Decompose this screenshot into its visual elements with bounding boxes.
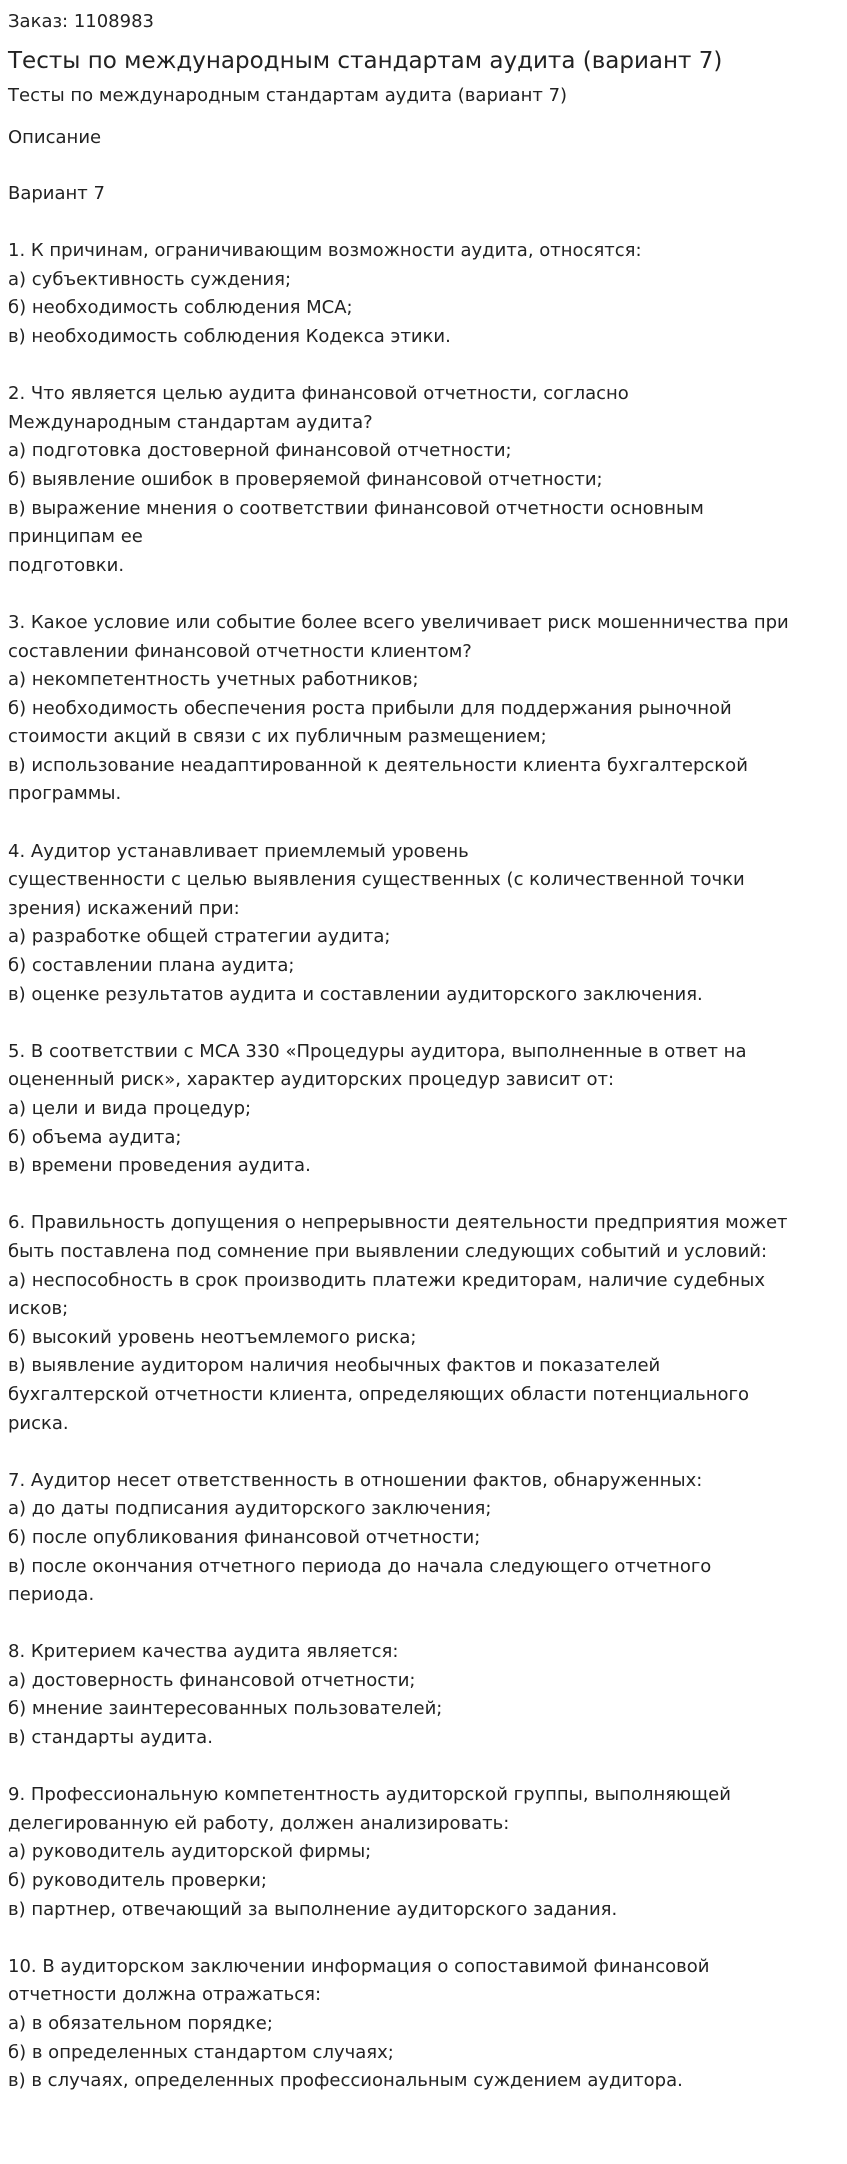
- answer-option: в) в случаях, определенных профессиональным суждением аудитора.: [8, 2070, 683, 2092]
- answer-option: в) выявление аудитором наличия необычных фактов и показателей бухгалтерской отчетности клиента, определяющих области потенциального риска.: [8, 1355, 749, 1434]
- answer-option: б) после опубликования финансовой отчетности;: [8, 1526, 481, 1548]
- questions-list: [8, 237, 839, 2096]
- question-block: [8, 1467, 839, 1610]
- answer-option: а) некомпетентность учетных работников;: [8, 669, 419, 691]
- question-text: 5. В соответствии с МСА 330 «Процедуры аудитора, выполненные в ответ на оцененный риск», характер аудиторских процедур зависит от:: [8, 1040, 747, 1091]
- question-text: 4. Аудитор устанавливает приемлемый уровень существенности с целью выявления существенных (с количественной точки зрения) искажений при:: [8, 840, 745, 919]
- answer-option: в) использование неадаптированной к деятельности клиента бухгалтерской программы.: [8, 754, 748, 805]
- question-text: 1. К причинам, ограничивающим возможности аудита, относятся:: [8, 240, 642, 262]
- answer-option: в) после окончания отчетного периода до начала следующего отчетного периода.: [8, 1555, 712, 1606]
- variant-label: Вариант 7: [8, 183, 105, 204]
- answer-option: б) высокий уровень неотъемлемого риска;: [8, 1326, 417, 1348]
- question-text: 10. В аудиторском заключении информация о сопоставимой финансовой отчетности должна отражаться:: [8, 1955, 710, 2006]
- question-block: [8, 380, 839, 580]
- answer-option: б) выявление ошибок в проверяемой финансовой отчетности;: [8, 468, 603, 490]
- answer-option: а) разработке общей стратегии аудита;: [8, 926, 391, 948]
- question-text: 2. Что является целью аудита финансовой отчетности, согласно Международным стандартам аудита?: [8, 383, 629, 433]
- answer-option: а) цели и вида процедур;: [8, 1098, 252, 1119]
- answer-option: б) необходимость соблюдения МСА;: [8, 297, 353, 319]
- question-block: [8, 1038, 839, 1181]
- question-block: [8, 1638, 839, 1752]
- answer-option: б) объема аудита;: [8, 1126, 182, 1148]
- answer-option: б) составлении плана аудита;: [8, 955, 295, 977]
- question-text: 8. Критерием качества аудита является:: [8, 1641, 399, 1663]
- answer-option: б) мнение заинтересованных пользователей;: [8, 1698, 443, 1720]
- page-title: Тесты по международным стандартам аудита (вариант 7): [8, 48, 723, 74]
- question-text: 9. Профессиональную компетентность аудиторской группы, выполняющей делегированную ей работу, должен анализировать:: [8, 1784, 731, 1834]
- answer-option: б) необходимость обеспечения роста прибыли для поддержания рыночной стоимости акций в связи с их публичным размещением;: [8, 697, 732, 748]
- order-number: Заказ: 1108983: [8, 11, 154, 32]
- question-text: 3. Какое условие или событие более всего увеличивает риск мошенничества при составлении финансовой отчетности клиентом?: [8, 611, 789, 662]
- answer-option: б) руководитель проверки;: [8, 1870, 267, 1892]
- answer-option: а) в обязательном порядке;: [8, 2013, 273, 2034]
- question-block: [8, 1953, 839, 2096]
- answer-option: а) руководитель аудиторской фирмы;: [8, 1841, 372, 1863]
- answer-option: в) партнер, отвечающий за выполнение аудиторского задания.: [8, 1898, 618, 1920]
- question-block: [8, 838, 839, 1010]
- answer-option: а) до даты подписания аудиторского заключения;: [8, 1498, 492, 1520]
- answer-option: б) в определенных стандартом случаях;: [8, 2041, 394, 2063]
- answer-option: в) оценке результатов аудита и составлении аудиторского заключения.: [8, 983, 703, 1005]
- answer-option: а) субъективность суждения;: [8, 268, 292, 290]
- question-text: 7. Аудитор несет ответственность в отношении фактов, обнаруженных:: [8, 1469, 703, 1491]
- answer-option: в) необходимость соблюдения Кодекса этики.: [8, 325, 451, 347]
- answer-option: а) подготовка достоверной финансовой отчетности;: [8, 440, 512, 462]
- question-block: [8, 237, 839, 351]
- answer-option: в) времени проведения аудита.: [8, 1155, 311, 1177]
- question-text: 6. Правильность допущения о непрерывности деятельности предприятия может быть поставлена под сомнение при выявлении следующих событий и условий:: [8, 1212, 788, 1262]
- answer-option: а) неспособность в срок производить платежи кредиторам, наличие судебных исков;: [8, 1269, 766, 1320]
- answer-option: в) выражение мнения о соответствии финансовой отчетности основным принципам ее подготовки.: [8, 497, 704, 576]
- answer-option: в) стандарты аудита.: [8, 1727, 213, 1749]
- page-subtitle: Тесты по международным стандартам аудита (вариант 7): [8, 85, 568, 106]
- answer-option: а) достоверность финансовой отчетности;: [8, 1669, 416, 1691]
- description-heading: Описание: [8, 127, 102, 148]
- question-block: [8, 1781, 839, 1924]
- question-block: [8, 609, 839, 809]
- question-block: [8, 1209, 839, 1438]
